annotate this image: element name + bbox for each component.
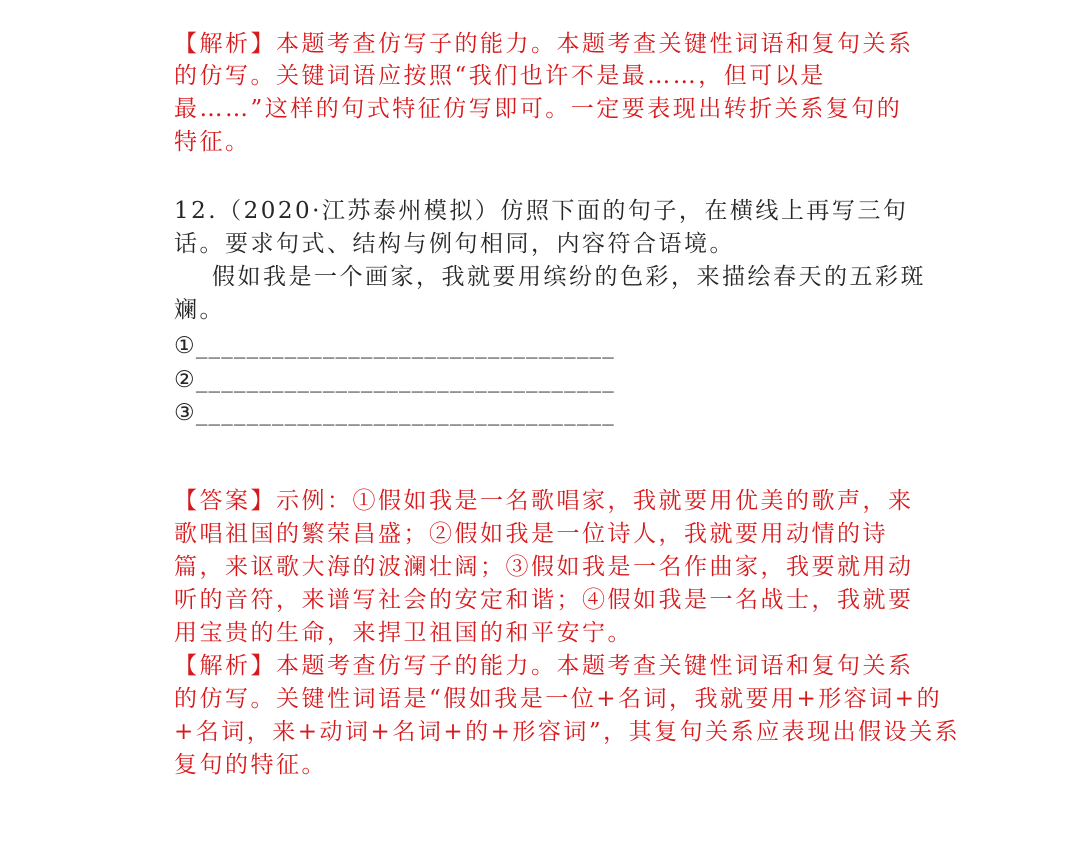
answer-blank-1[interactable]: ①_________________________________ (174, 333, 615, 359)
explanation-line: +名词，来+动词+名词+的+形容词”，其复句关系应表现出假设关系 (174, 719, 961, 745)
example-sentence-line: 假如我是一个画家，我就要用缤纷的色彩，来描绘春天的五彩斑 (212, 264, 926, 290)
explanation-line: 【解析】本题考查仿写子的能力。本题考查关键性词语和复句关系 (174, 653, 914, 679)
explanation-line: 的仿写。关键词语应按照“我们也许不是最……，但可以是 (174, 63, 826, 89)
question-stem-line: 话。要求句式、结构与例句相同，内容符合语境。 (174, 231, 735, 257)
answer-line: 【答案】示例：①假如我是一名歌唱家，我就要用优美的歌声，来 (174, 488, 914, 514)
answer-line: 用宝贵的生命，来捍卫祖国的和平安宁。 (174, 620, 633, 646)
explanation-line: 【解析】本题考查仿写子的能力。本题考查关键性词语和复句关系 (174, 31, 914, 57)
answer-line: 歌唱祖国的繁荣昌盛；②假如我是一位诗人，我就要用动情的诗 (174, 521, 888, 547)
answer-blank-2[interactable]: ②_________________________________ (174, 367, 615, 393)
explanation-line: 最……”这样的句式特征仿写即可。一定要表现出转折关系复句的 (174, 96, 903, 122)
answer-blank-3[interactable]: ③_________________________________ (174, 400, 615, 426)
explanation-line: 复句的特征。 (174, 752, 327, 778)
example-sentence-line: 斓。 (174, 297, 225, 323)
explanation-line: 的仿写。关键性词语是“假如我是一位+名词，我就要用+形容词+的 (174, 686, 943, 712)
answer-line: 听的音符，来谱写社会的安定和谐；④假如我是一名战士，我就要 (174, 587, 914, 613)
answer-line: 篇，来讴歌大海的波澜壮阔；③假如我是一名作曲家，我要就用动 (174, 554, 914, 580)
explanation-line: 特征。 (174, 129, 251, 155)
question-stem-line: 12.（2020·江苏泰州模拟）仿照下面的句子，在横线上再写三句 (174, 198, 909, 224)
